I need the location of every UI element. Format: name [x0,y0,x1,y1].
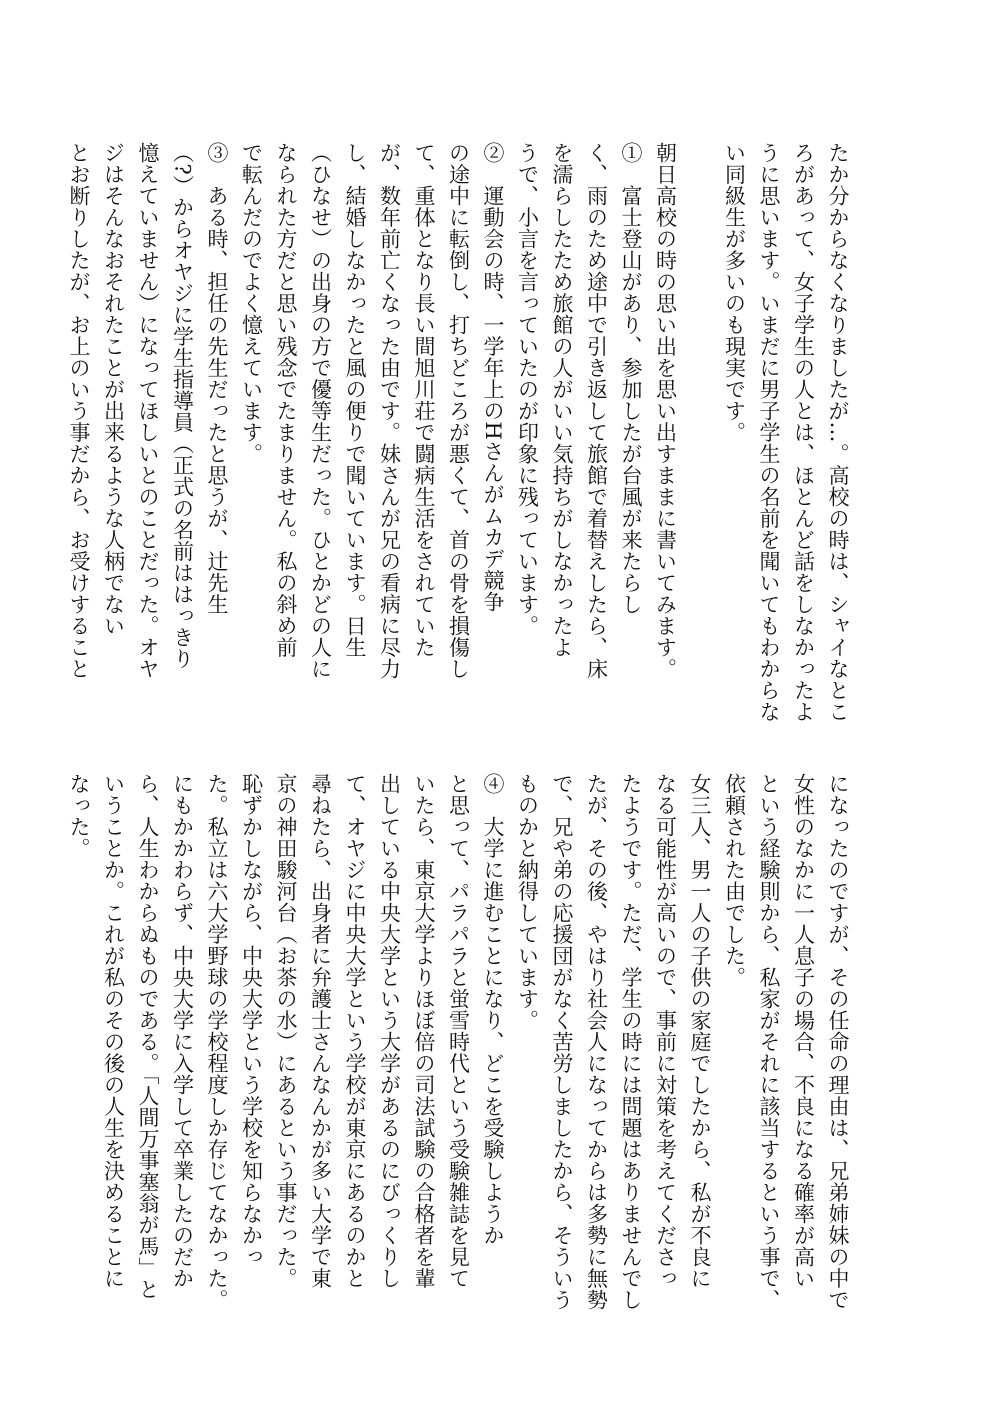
text-line: たが、その後、やはり社会人になってからは多勢に無勢 [584,773,609,1311]
text-line: で、兄や弟の応援団がなく苦労しましたから、そういう [550,773,574,1311]
text-line: の途中に転倒し、打ちどころが悪くて、首の骨を損傷し [446,142,471,680]
text-line: になったのですが、その任命の理由は、兄弟姉妹の中で [826,773,850,1311]
text-line: なる可能性が高いので、事前に対策を考えてくださっ [653,773,678,1289]
text-line: いたら、東京大学よりほぼ倍の司法試験の合格者を輩 [412,773,436,1289]
text-line: ものかと納得しています。 [515,773,540,1031]
text-line: 女三人、男一人の子供の家庭でしたから、私が不良に [688,773,712,1289]
text-line: にもかかわらず、中央大学に入学して卒業したのだか [170,773,195,1289]
text-line: うで、小言を言っていたのが印象に残っています。 [515,142,540,637]
text-line: うに思います。いまだに男子学生の名前を聞いてもわからな [757,142,781,723]
text-line: 出している中央大学という大学があるのにびっくりし [377,773,402,1289]
text-line: を濡らしたため旅館の人がいい気持ちがしなかったよ [550,142,574,658]
text-line: なられた方だと思い残念でたまりません。私の斜め前 [274,142,298,658]
text-line: ら、人生わからぬものである。「人間万事塞翁が馬」と [136,773,160,1300]
text-line: いうことか。これが私のその後の人生を決めることに [101,773,126,1289]
text-line: ジはそんなおそれたことが出来るような人柄でない [101,142,126,637]
text-line: し、結婚しなかったと風の便りで聞いています。日生 [343,142,367,658]
text-line: （ひなせ）の出身の方で優等生だった。ひとかどの人に [308,142,333,680]
text-line: い同級生が多いのも現実です。 [722,142,747,443]
text-line: く、雨のため途中で引き返して旅館で着替えしたら、床 [584,142,609,680]
text-line: たか分からなくなりましたが…。高校の時は、シャイなとこ [826,142,850,723]
text-line: （?）からオヤジに学生指導員（正式の名前ははっきり [170,142,195,670]
text-line: 依頼された由でした。 [722,773,747,988]
text-line: 京の神田駿河台（お茶の水）にあるという事だった。 [274,773,298,1289]
text-line: 憶えていません）になってほしいとのことだった。オヤ [136,142,160,680]
text-line: が、数年前亡くなった由です。妹さんが兄の看病に尽力 [377,142,402,680]
text-line: 朝日高校の時の思い出を思い出すままに書いてみます。 [653,142,678,680]
text-line: で転んだのでよく憶えています。 [239,142,264,465]
text-line: なった。 [67,773,91,859]
text-line: ① 富士登山があり、参加したが台風が来たらし [619,142,643,615]
text-line: ろがあって、女子学生の人とは、ほとんど話をしなかったよ [791,142,816,723]
lower-text-block [62,773,856,1333]
text-line: て、重体となり長い間旭川荘で闘病生活をされていた [412,142,436,658]
text-line: 恥ずかしながら、中央大学という学校を知らなかっ [239,773,264,1268]
text-line: ② 運動会の時、一学年上のHさんがムカデ競争 [481,142,505,613]
text-line: と思って、パラパラと蛍雪時代という受験雑誌を見て [446,773,471,1289]
text-line: 尋ねたら、出身者に弁護士さんなんかが多い大学で東 [308,773,333,1289]
text-line: て、オヤジに中央大学という学校が東京にあるのかと [343,773,367,1289]
paragraph-gap [683,142,718,702]
text-line: とお断りしたが、お上のいう事だから、お受けすること [67,142,91,680]
text-line: ③ ある時、担任の先生だったと思うが、辻先生 [205,142,229,615]
text-line: ④ 大学に進むことになり、どこを受験しようか [481,773,505,1246]
text-line: たようです。ただ、学生の時には問題はありませんでし [619,773,643,1311]
text-line: という経験則から、私家がそれに該当するという事で、 [757,773,781,1311]
text-line: た。私立は六大学野球の学校程度しか存じてなかった。 [205,773,229,1311]
upper-text-block [62,142,856,723]
text-line: 女性のなかに一人息子の場合、不良になる確率が高い [791,773,816,1289]
